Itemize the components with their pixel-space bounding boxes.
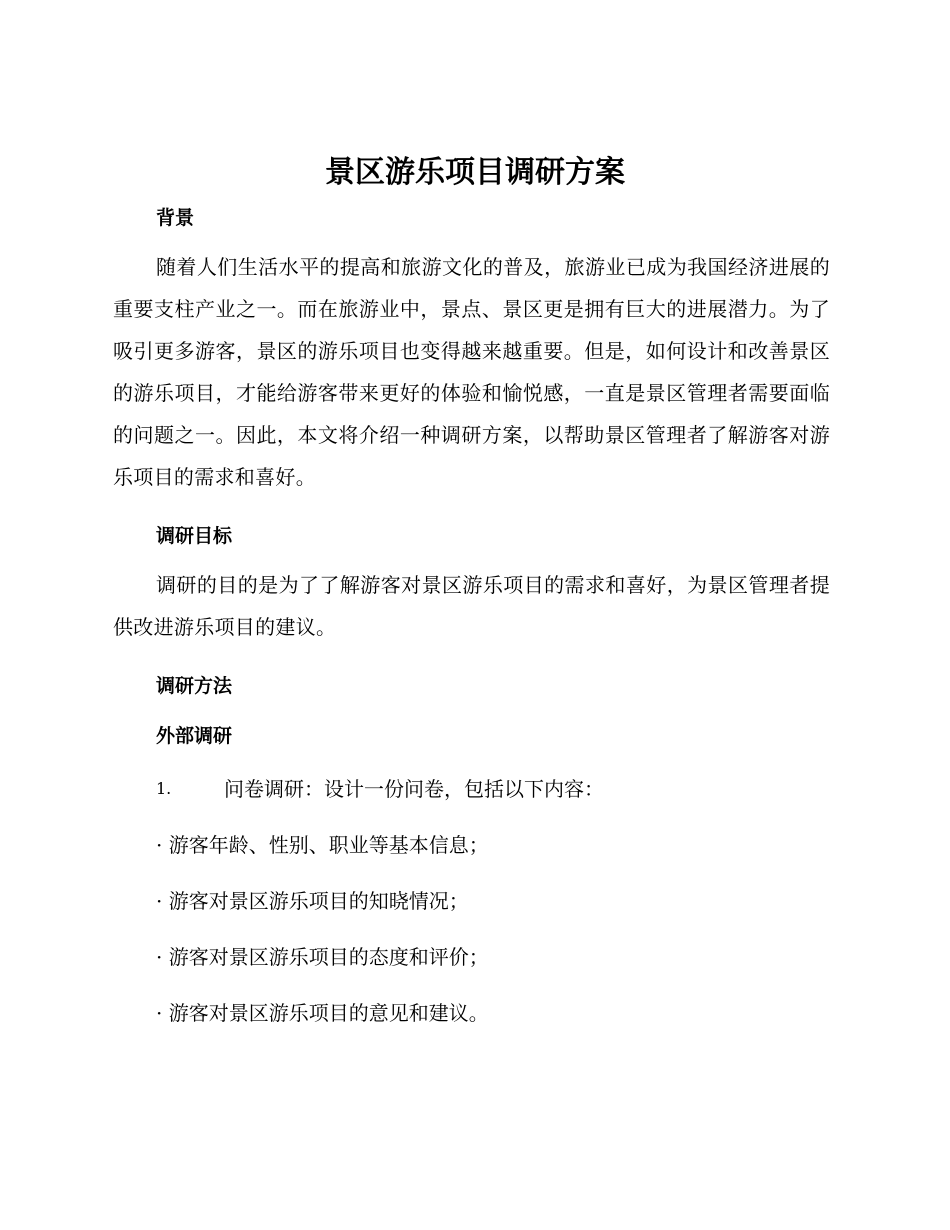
paragraph-background: 随着人们生活水平的提高和旅游文化的普及，旅游业已成为我国经济进展的重要支柱产业之一。而在旅游业中，景点、景区更是拥有巨大的进展潜力。为了吸引更多游客，景区的游乐项目也变得越来越重要。但是，如何设计和改善景区的游乐项目，才能给游客带来更好的体验和愉悦感，一直是景区管理者需要面临的问题之一。因此，本文将介绍一种调研方案，以帮助景区管理者了解游客对游乐项目的需求和喜好。 xyxy=(113,255,830,489)
bullet-item: · 游客年龄、性别、职业等基本信息； xyxy=(156,833,489,857)
list-item-text: 问卷调研：设计一份问卷，包括以下内容： xyxy=(224,777,604,801)
heading-goal: 调研目标 xyxy=(156,525,233,547)
document-title: 景区游乐项目调研方案 xyxy=(325,155,625,190)
list-item-number: 1. xyxy=(156,779,172,798)
heading-method: 调研方法 xyxy=(156,675,233,697)
bullet-item: · 游客对景区游乐项目的态度和评价； xyxy=(156,945,489,969)
list-item-questionnaire xyxy=(113,768,830,810)
paragraph-goal: 调研的目的是为了了解游客对景区游乐项目的需求和喜好，为景区管理者提供改进游乐项目的建议。 xyxy=(113,573,830,639)
subheading-external-survey: 外部调研 xyxy=(156,725,233,747)
document-body xyxy=(113,200,830,1034)
heading-background: 背景 xyxy=(156,207,195,229)
bullet-item: · 游客对景区游乐项目的知晓情况； xyxy=(156,889,469,913)
bullet-item: · 游客对景区游乐项目的意见和建议。 xyxy=(156,1001,489,1025)
